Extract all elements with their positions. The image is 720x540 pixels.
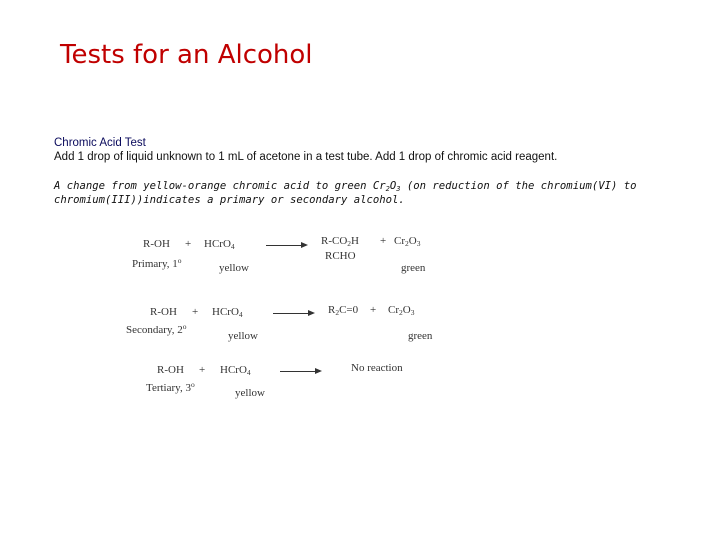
test-heading: Chromic Acid Test (54, 137, 146, 149)
product-label: RCHO (325, 250, 356, 262)
result-subscript: 2 (385, 185, 390, 193)
alcohol-class-label: Tertiary, 3$^o$ (146, 380, 195, 394)
plus-sign: + (370, 304, 377, 316)
result-text-part: A change from yellow-orange chromic acid to green Cr (54, 180, 386, 192)
byproduct-label: $Cr_2O_3$ (394, 235, 421, 248)
reactant-label: R-OH (150, 306, 177, 318)
product-label: No reaction (351, 362, 403, 374)
result-subscript: 3 (396, 185, 401, 193)
slide-title: Tests for an Alcohol (60, 40, 313, 70)
byproduct-label: $Cr_2O_3$ (388, 304, 415, 317)
reaction-arrow (273, 313, 313, 314)
reagent-color-label: yellow (235, 387, 265, 399)
reagent-label: HCrO$_4$ (212, 306, 243, 319)
reactant-label: R-OH (143, 238, 170, 250)
product-label: $R_2C=0$ (328, 304, 359, 317)
plus-sign: + (380, 235, 387, 247)
plus-sign: + (199, 364, 206, 376)
plus-sign: + (185, 238, 192, 250)
test-instruction: Add 1 drop of liquid unknown to 1 mL of acetone in a test tube. Add 1 drop of chromic acid reagent. (54, 151, 558, 163)
alcohol-class-label: Primary, 1$^o$ (132, 256, 182, 270)
reactant-label: R-OH (157, 364, 184, 376)
alcohol-class-label: Secondary, 2$^o$ (126, 322, 187, 336)
reagent-color-label: yellow (219, 262, 249, 274)
result-text-part: (on reduction of the chromium(VI) to chromium(III))indicates a primary or secondary alcohol. (54, 180, 637, 206)
result-text-part: O (389, 180, 397, 192)
reagent-label: HCrO$_4$ (204, 238, 235, 251)
reaction-arrow (280, 371, 320, 372)
reagent-color-label: yellow (228, 330, 258, 342)
test-result-text (54, 179, 664, 207)
reaction-arrow (266, 245, 306, 246)
product-label: $R-CO_2H$ (321, 235, 359, 248)
plus-sign: + (192, 306, 199, 318)
byproduct-color-label: green (401, 262, 426, 274)
byproduct-color-label: green (408, 330, 433, 342)
reagent-label: HCrO$_4$ (220, 364, 251, 377)
